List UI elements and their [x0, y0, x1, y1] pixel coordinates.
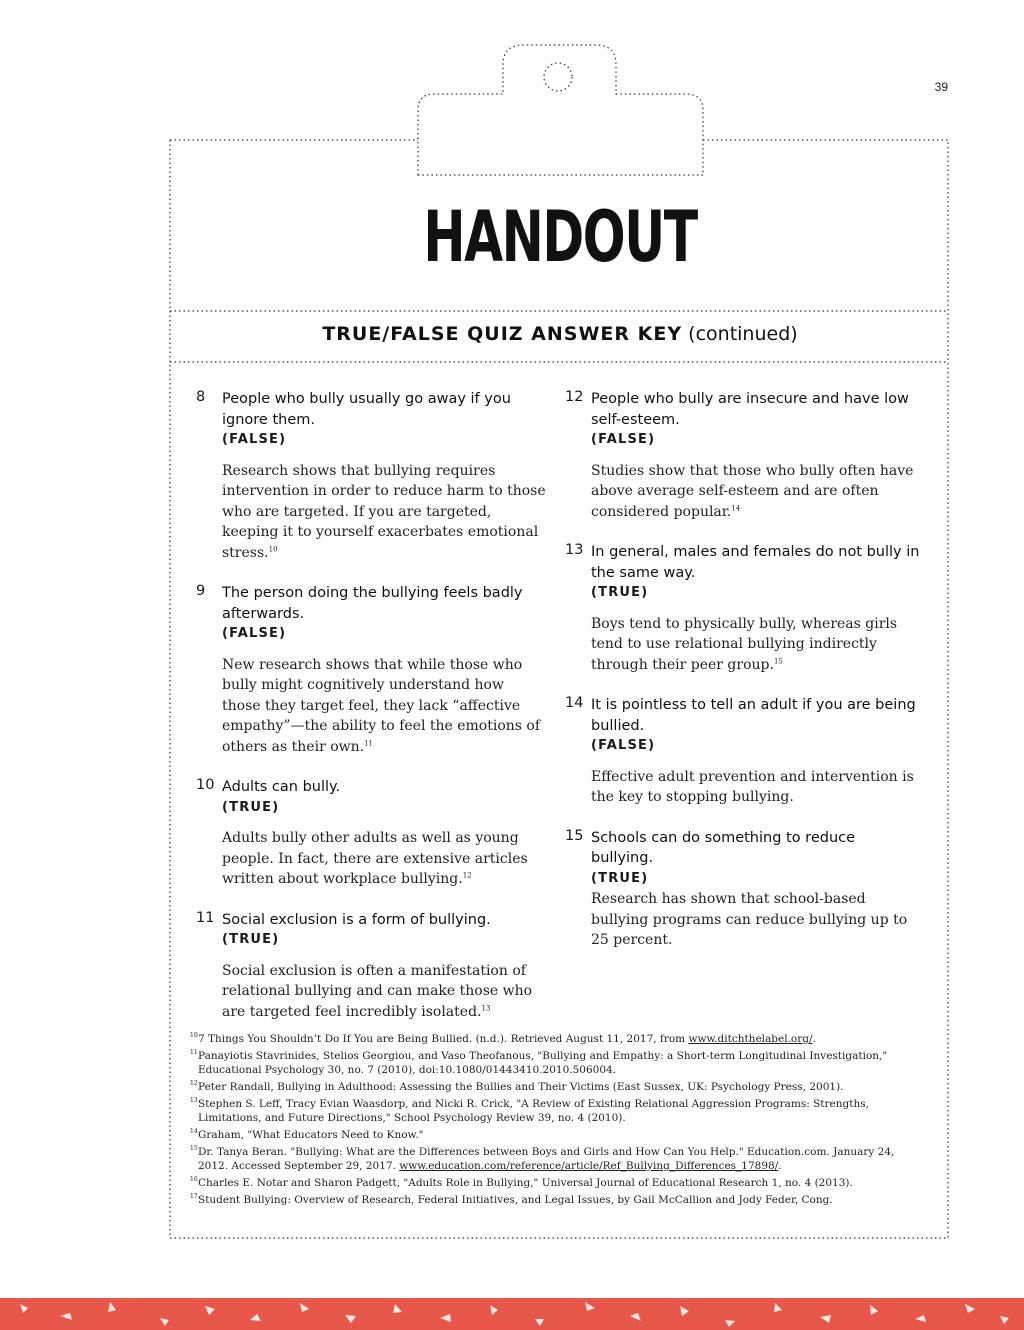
item-explanation: Effective adult prevention and intervention is the key to stopping bullying.: [591, 768, 914, 805]
clip-hole-icon: [544, 63, 572, 91]
item-explanation: Studies show that those who bully often have above average self-esteem and are often considered popular.$^{14}$: [591, 462, 914, 520]
item-explanation: Social exclusion is often a manifestation of relational bullying and can make those who are targeted feel incredibly isolated.$^{13}$: [222, 962, 533, 1020]
footnote-ref: 12: [462, 871, 472, 880]
item-number: 9: [196, 583, 206, 599]
footnote-mark: 14: [190, 1128, 198, 1135]
footnote: 12 Peter Randall, Bullying in Adulthood: Assessing the Bullies and Their Victims (East Sussex, UK: Psychology Press, 2001).: [190, 1080, 920, 1094]
footnote-ref: 14: [731, 503, 741, 512]
footnote-link[interactable]: www.education.com/reference/article/Ref_Bullying_Differences_17898/: [399, 1160, 779, 1172]
item-number: 11: [196, 909, 215, 926]
section-subtitle: [170, 323, 950, 345]
footnote: 10 7 Things You Shouldn’t Do If You are Being Bullied. (n.d.). Retrieved August 11, 2017, from www.ditchthelabel.org/.: [190, 1032, 920, 1046]
footnote-mark: 17: [190, 1193, 198, 1200]
subtitle-main: TRUE/FALSE QUIZ ANSWER KEY: [322, 323, 683, 345]
item-question: In general, males and females do not bully in the same way.: [591, 544, 920, 581]
decorative-band: [0, 1298, 1024, 1330]
item-number: 12: [565, 389, 584, 405]
item-question: Adults can bully.: [222, 779, 341, 795]
item-number: 13: [565, 542, 584, 558]
right-column: [565, 389, 920, 971]
item-answer: (FALSE): [591, 738, 656, 753]
footnote-link[interactable]: www.ditchthelabel.org/: [688, 1033, 813, 1045]
quiz-item: [565, 389, 920, 522]
item-explanation: Research has shown that school-based bullying programs can reduce bullying up to 25 percent.: [591, 891, 908, 948]
item-question: It is pointless to tell an adult if you are being bullied.: [591, 697, 916, 734]
page-title: HANDOUT: [423, 196, 697, 278]
quiz-item: [196, 910, 546, 1023]
footnote-mark: 13: [190, 1097, 198, 1104]
footnote-mark: 10: [190, 1032, 198, 1039]
footnote-mark: 16: [190, 1176, 198, 1183]
item-explanation: Adults bully other adults as well as young people. In fact, there are extensive articles written about workplace bullying.$^{12}$: [222, 830, 528, 887]
item-number: 15: [565, 827, 584, 844]
footnote: 15 Dr. Tanya Beran. "Bullying: What are the Differences between Boys and Girls and How Can You Help." Education.com. January 24, 2012. Accessed September 29, 2017. www.education.com/reference/article/Ref_Bullying_Differences_17898/.: [190, 1145, 920, 1173]
item-explanation: Research shows that bullying requires intervention in order to reduce harm to those who are targeted. If you are targeted, keeping it to yourself exacerbates emotional stress.$^{10}$: [222, 462, 546, 561]
left-column: [196, 389, 546, 1042]
footnote: 13 Stephen S. Leff, Tracy Evian Waasdorp, and Nicki R. Crick, "A Review of Existing Relational Aggression Programs: Strengths, Limitations, and Future Directions," School Psychology Review 39, no. 4 (2010).: [190, 1097, 920, 1125]
item-question: People who bully usually go away if you ignore them.: [222, 391, 511, 428]
page-number: 39: [934, 80, 948, 94]
quiz-item: [196, 777, 546, 890]
quiz-item: [565, 695, 920, 808]
footnote: 16 Charles E. Notar and Sharon Padgett, "Adults Role in Bullying," Universal Journal of Educational Research 1, no. 4 (2013).: [190, 1176, 920, 1190]
clip-shape: [418, 45, 703, 175]
footnote-ref: 13: [481, 1003, 491, 1012]
item-number: 14: [565, 695, 584, 711]
footnote-mark: 11: [190, 1049, 198, 1056]
item-answer: (TRUE): [591, 585, 649, 600]
item-number: 10: [196, 777, 215, 793]
footnote: 17 Student Bullying: Overview of Research, Federal Initiatives, and Legal Issues, by Gail McCallion and Jody Feder, Cong.: [190, 1193, 920, 1207]
item-question: The person doing the bullying feels badly afterwards.: [222, 585, 523, 622]
item-question: Social exclusion is a form of bullying.: [222, 911, 491, 928]
footnotes: [190, 1032, 920, 1210]
item-answer: (FALSE): [591, 432, 656, 447]
item-answer: (TRUE): [222, 799, 280, 815]
item-answer: (FALSE): [222, 626, 287, 641]
quiz-item: [196, 583, 546, 757]
subtitle-suffix: (continued): [688, 323, 798, 345]
footnote: 14 Graham, "What Educators Need to Know.": [190, 1128, 920, 1142]
footnote: 11 Panayiotis Stavrinides, Stelios Georgiou, and Vaso Theofanous, "Bullying and Empathy: a Short-term Longitudinal Investigation," Educational Psychology 30, no. 7 (2010), doi:10.1080/01443410.2010.506004.: [190, 1049, 920, 1077]
footnote-mark: 12: [190, 1080, 198, 1087]
footnote-mark: 15: [190, 1145, 198, 1152]
item-explanation: Boys tend to physically bully, whereas girls tend to use relational bullying indirectly through their peer group.$^{15}$: [591, 615, 898, 673]
item-answer: (TRUE): [591, 870, 649, 886]
item-explanation: New research shows that while those who bully might cognitively understand how those they target feel, they lack “affective empathy”—the ability to feel the emotions of others as their own.$^{11}$: [222, 656, 541, 755]
item-answer: (TRUE): [222, 932, 280, 947]
footnote-ref: 11: [364, 738, 374, 747]
footnote-ref: 10: [268, 544, 278, 553]
quiz-item: [196, 389, 546, 563]
footnote-ref: 15: [773, 656, 783, 665]
item-answer: (FALSE): [222, 432, 287, 447]
quiz-item: [565, 828, 920, 951]
quiz-item: [565, 542, 920, 675]
item-question: Schools can do something to reduce bullying.: [591, 829, 856, 866]
item-number: 8: [196, 389, 206, 405]
item-question: People who bully are insecure and have low self-esteem.: [591, 391, 909, 428]
